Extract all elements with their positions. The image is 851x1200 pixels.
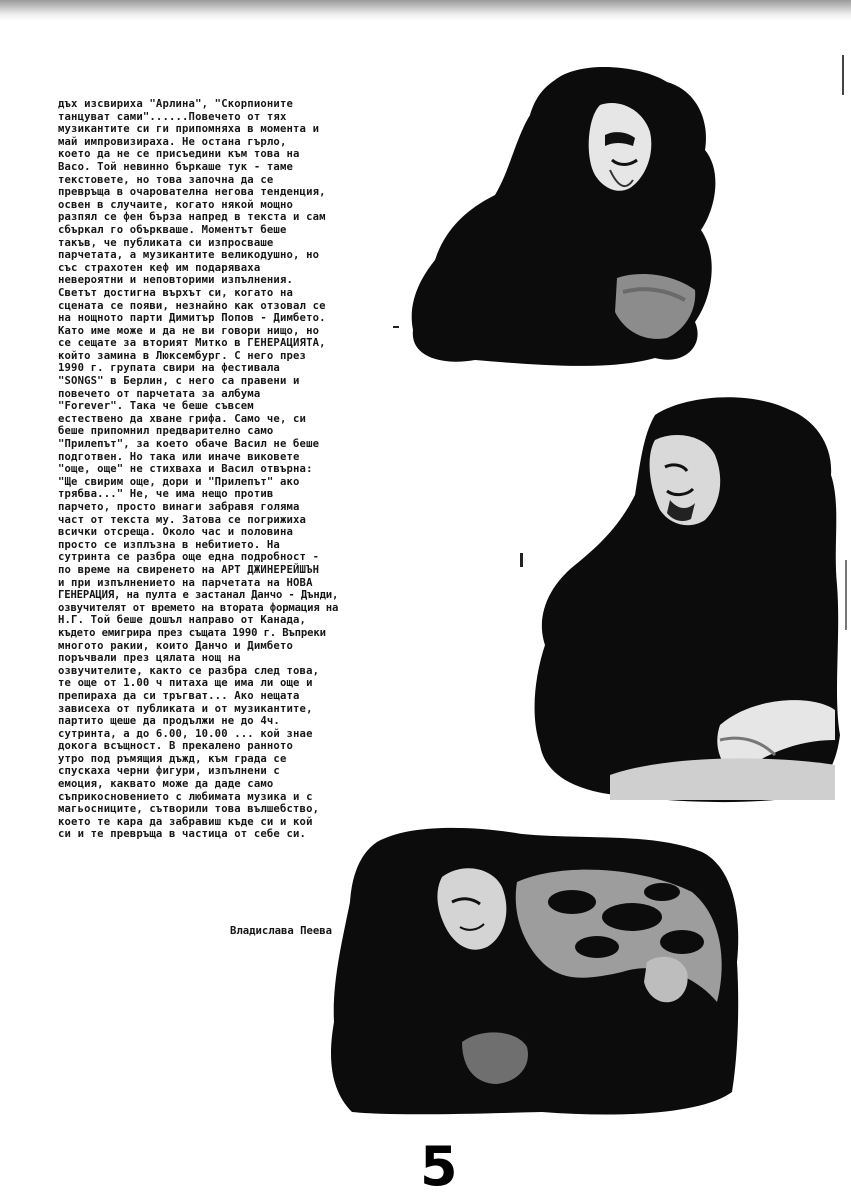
article-line: зависеха от публиката и от музикантите, — [58, 702, 313, 715]
article-line: сцената се появи, незнайно как отзовал се — [58, 299, 326, 312]
article-line: озвучителите, както се разбра след това, — [58, 664, 320, 677]
article-line: сбъркал го объркваше. Моментът беше — [58, 223, 287, 236]
article-line: 1990 г. групата свири на фестивала — [58, 362, 280, 375]
article-line: "още, още" не стихваха и Васил отвърна: — [58, 463, 313, 476]
article-line: Светът достигна върхът си, когато на — [58, 286, 294, 299]
article-line: препираха да си тръгват... Ако нещата — [58, 689, 300, 702]
article-line: сутринта, а до 6.00, 10.00 ... кой знае — [58, 727, 313, 740]
article-line: част от текста му. Затова се погрижиха — [58, 513, 307, 526]
article-line: Н.Г. Той беше дошъл направо от Канада, — [58, 614, 307, 627]
article-line: докога всъщност. В прекалено ранното — [58, 740, 294, 753]
article-line: "SONGS" в Берлин, с него са правени и — [58, 375, 300, 388]
article-line: емоция, каквато може да даде само — [58, 778, 274, 791]
article-line: Като име може и да не ви говори нищо, но — [58, 324, 320, 337]
article-line: Васо. Той невинно бъркаше тук - таме — [58, 160, 294, 173]
photo-performer-face-paint — [405, 60, 727, 372]
article-line: на нощното парти Димитър Попов - Димбето. — [58, 312, 326, 325]
article-line: трябва..." Не, че има нещо против — [58, 488, 274, 501]
article-line: по време на свиренето на АРТ ДЖИНЕРЕЙШЪН — [58, 563, 320, 576]
article-line: превръща в очарователна негова тенденция, — [58, 186, 326, 199]
article-line: невероятни и неповторими изпълнения. — [58, 274, 294, 287]
scan-top-edge — [0, 0, 851, 20]
photo-2-image — [515, 395, 843, 805]
article-line: което те кара да забравиш къде си и кой — [58, 815, 313, 828]
article-line: което да не се присъедини към това на — [58, 148, 300, 161]
article-line: музикантите си ги припомняха в момента и — [58, 123, 320, 136]
article-line: си и те превръща в частица от себе си. — [58, 828, 307, 841]
page-number: 5 — [420, 1135, 458, 1198]
article-line: съприкосновението с любимата музика и с — [58, 790, 313, 803]
article-line: партито щеше да продължи не до 4ч. — [58, 715, 280, 728]
article-line: всички отсреща. Около час и половина — [58, 526, 294, 539]
scan-mark — [842, 55, 844, 95]
author-signature: Владислава Пеева — [230, 925, 333, 937]
article-line: естествено да хване грифа. Само че, си — [58, 412, 307, 425]
article-line: магьосниците, сътворили това вълшебство, — [58, 803, 320, 816]
article-line: беше припомнил предварително само — [58, 425, 274, 438]
article-line: който замина в Люксембург. С него през — [58, 349, 307, 362]
article-line: май импровизираха. Не остана гърло, — [58, 135, 287, 148]
article-line: "Forever". Така че беше съвсем — [58, 400, 254, 413]
photo-3-image — [322, 822, 746, 1118]
article-line: парчето, просто винаги забравя голяма — [58, 501, 300, 513]
article-line: текстовете, но това започна да се — [58, 173, 274, 186]
article-line: разпял се фен бърза напред в текста и сам — [58, 211, 326, 224]
article-line: дъх изсвириха "Арлина", "Скорпионите — [58, 98, 294, 110]
article-line: сутринта се разбра още една подробност - — [58, 551, 320, 564]
article-line: се сещате за вторият Митко в ГЕНЕРАЦИЯТА, — [58, 337, 326, 350]
article-line: "Прилепът", за което обаче Васил не беше — [58, 438, 320, 451]
article-line: подготвен. Но така или иначе виковете — [58, 450, 300, 463]
article-line: многото ракии, които Данчо и Димбето — [58, 639, 294, 652]
article-line: танцуват сами"......Повечето от тях — [58, 110, 287, 123]
article-line: и при изпълнението на парчетата на НОВА — [58, 576, 313, 589]
article-line: ГЕНЕРАЦИЯ, на пулта е застанал Данчо - Дънди, — [58, 589, 339, 602]
article-line: озвучителят от времето на втората формация на — [58, 601, 339, 614]
article-line: парчетата, а музикантите великодушно, но — [58, 249, 320, 262]
article-line: със страхотен кеф им подаряваха — [58, 261, 261, 274]
article-line: просто се изплъзна в небитието. На — [58, 538, 280, 551]
scan-mark — [845, 560, 847, 630]
photo-1-image — [405, 60, 727, 372]
article-line: освен в случаите, когато някой мощно — [58, 198, 294, 211]
article-line: поръчвали през цялата нощ на — [58, 652, 241, 665]
article-line: спускаха черни фигури, изпълнени с — [58, 765, 280, 778]
photo-seated-man — [515, 395, 843, 805]
photo-band-members — [322, 822, 746, 1118]
article-line: утро под ръмящия дъжд, към града се — [58, 752, 287, 765]
article-text-column — [58, 98, 418, 841]
article-line: такъв, че публиката си изпросваше — [58, 236, 274, 249]
article-line: те още от 1.00 ч питаха ще има ли още и — [58, 677, 313, 690]
article-line: повечето от парчетата за албума — [58, 387, 261, 400]
article-line: където емигрира през същата 1990 г. Въпреки — [58, 626, 326, 639]
article-line: "Ще свирим още, дори и "Прилепът" ако — [58, 475, 300, 488]
